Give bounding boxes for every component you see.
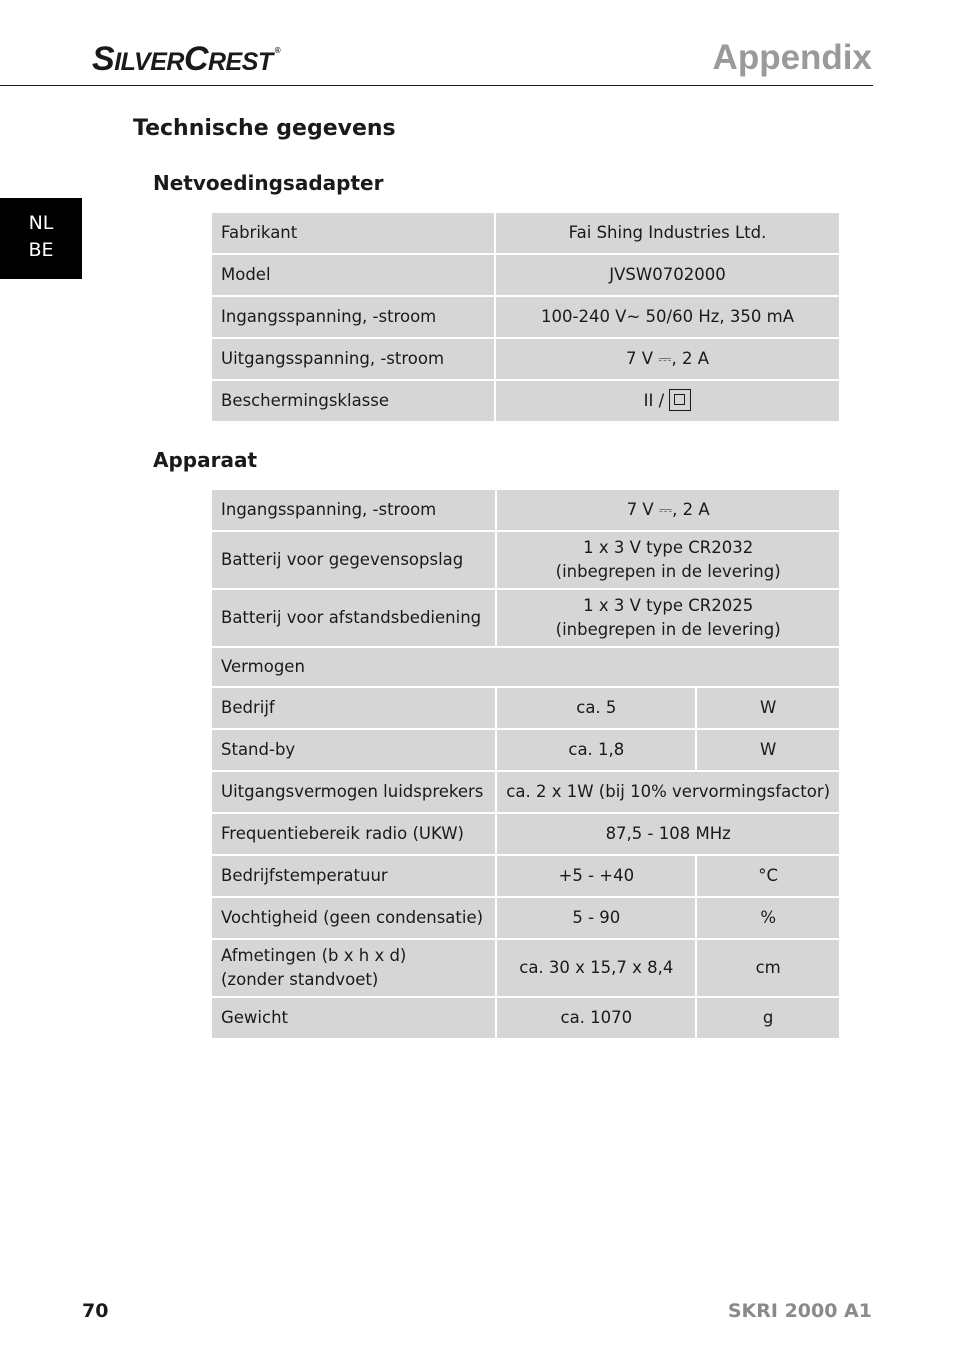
spec-value [496, 381, 839, 423]
table-row [212, 490, 839, 532]
spec-value: 5 - 90 [497, 898, 697, 940]
spec-label-line: Afmetingen (b x h x d) [221, 946, 407, 965]
table-row [212, 940, 839, 998]
spec-label: Batterij voor gegevensopslag [212, 532, 497, 590]
spec-unit: % [697, 898, 839, 940]
spec-unit: cm [697, 940, 839, 998]
table-row [212, 339, 839, 381]
spec-value: ca. 30 x 15,7 x 8,4 [497, 940, 697, 998]
spec-label: Uitgangsspanning, -stroom [212, 339, 496, 381]
table-row [212, 590, 839, 648]
spec-value-line: (inbegrepen in de levering) [555, 620, 781, 639]
table-row [212, 255, 839, 297]
spec-value-line: 1 x 3 V type CR2025 [583, 596, 754, 615]
table-row [212, 856, 839, 898]
spec-label: Model [212, 255, 496, 297]
spec-label: Stand-by [212, 730, 497, 772]
spec-value: ca. 1,8 [497, 730, 697, 772]
device-title: Apparaat [153, 448, 258, 472]
spec-label: Ingangsspanning, -stroom [212, 297, 496, 339]
spec-label: Batterij voor afstandsbediening [212, 590, 497, 648]
spec-value-line: (inbegrepen in de levering) [555, 562, 781, 581]
language-code-nl: NL [28, 212, 54, 234]
language-tab [0, 198, 82, 279]
page-number: 70 [82, 1300, 109, 1322]
table-row [212, 297, 839, 339]
spec-value: Fai Shing Industries Ltd. [496, 213, 839, 255]
header-divider [0, 85, 873, 86]
spec-value: ca. 2 x 1W (bij 10% vervormingsfactor) [497, 772, 839, 814]
spec-value: +5 - +40 [497, 856, 697, 898]
table-row [212, 688, 839, 730]
spec-value: 87,5 - 108 MHz [497, 814, 839, 856]
spec-value [497, 590, 839, 648]
spec-label: Beschermingsklasse [212, 381, 496, 423]
spec-unit: W [697, 730, 839, 772]
spec-label: Bedrijfstemperatuur [212, 856, 497, 898]
silvercrest-logo: SILVERCREST ® [92, 40, 281, 78]
model-number: SKRI 2000 A1 [727, 1300, 872, 1322]
spec-value: ca. 5 [497, 688, 697, 730]
spec-value: JVSW0702000 [496, 255, 839, 297]
spec-label: Bedrijf [212, 688, 497, 730]
spec-value: 100-240 V~ 50/60 Hz, 350 mA [496, 297, 839, 339]
section-title: Technische gegevens [133, 116, 396, 141]
double-insulation-icon [669, 389, 691, 411]
table-row [212, 532, 839, 590]
spec-value: ca. 1070 [497, 998, 697, 1040]
spec-label: Vochtigheid (geen condensatie) [212, 898, 497, 940]
spec-unit: W [697, 688, 839, 730]
adapter-title: Netvoedingsadapter [153, 171, 384, 195]
spec-label: Gewicht [212, 998, 497, 1040]
table-row [212, 730, 839, 772]
spec-label: Frequentiebereik radio (UKW) [212, 814, 497, 856]
spec-value: 7 V ⎓, 2 A [497, 490, 839, 532]
table-row [212, 772, 839, 814]
page-title: Appendix [712, 38, 872, 77]
spec-value [497, 532, 839, 590]
table-row [212, 998, 839, 1040]
spec-unit: °C [697, 856, 839, 898]
table-row [212, 381, 839, 423]
table-row [212, 213, 839, 255]
device-spec-table [212, 490, 839, 1040]
spec-value: 7 V ⎓, 2 A [496, 339, 839, 381]
spec-label [212, 940, 497, 998]
table-row [212, 814, 839, 856]
table-row [212, 648, 839, 688]
spec-label: Fabrikant [212, 213, 496, 255]
adapter-spec-table [212, 213, 839, 423]
spec-value-line: 1 x 3 V type CR2032 [583, 538, 754, 557]
table-row [212, 898, 839, 940]
spec-label: Uitgangsvermogen luidsprekers [212, 772, 497, 814]
language-code-be: BE [28, 239, 54, 261]
spec-label-line: (zonder standvoet) [221, 970, 379, 989]
protection-class-text: II / [643, 391, 665, 410]
spec-group-header: Vermogen [212, 648, 839, 688]
spec-unit: g [697, 998, 839, 1040]
spec-label: Ingangsspanning, -stroom [212, 490, 497, 532]
